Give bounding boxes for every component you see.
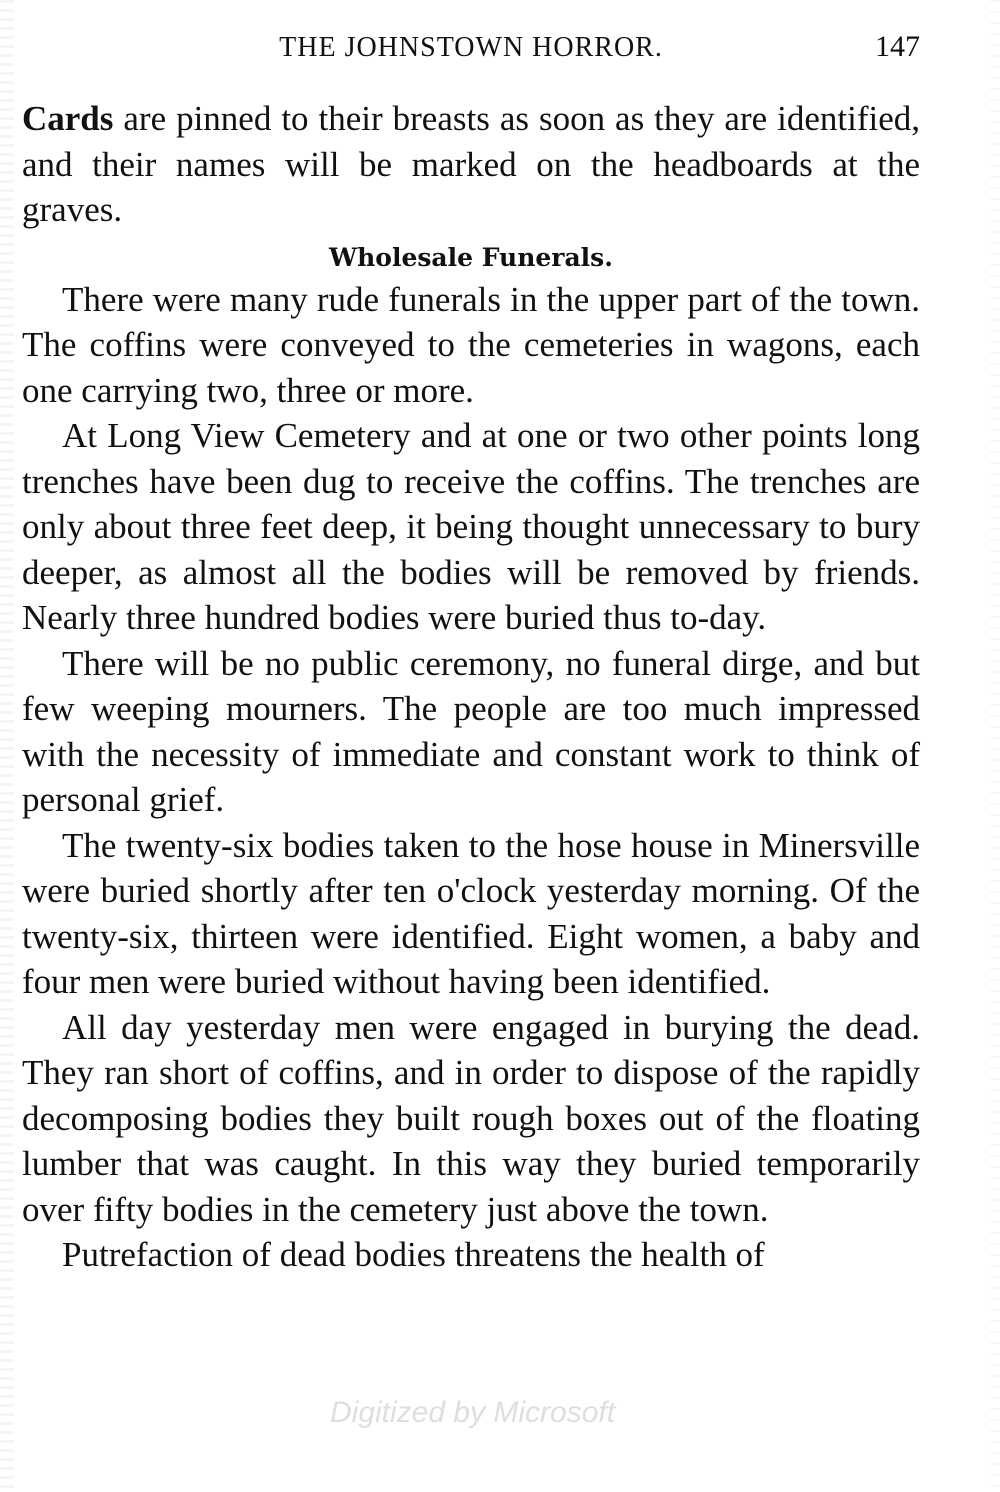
paragraph-1-text: are pinned to their breasts as soon as they are identified, and their names will be marked on the headboards at the graves. <box>22 99 920 229</box>
watermark: Digitized by Microsoft <box>330 1396 616 1429</box>
scan-edge-right <box>990 0 1000 1492</box>
paragraph-1-lead-word: Cards <box>22 99 114 138</box>
section-heading: Wholesale Funerals. <box>329 242 613 272</box>
paragraph-2: There were many rude funerals in the upper part of the town. The coffins were conveyed to the cemeteries in wagons, each one carrying two, three or more. <box>22 279 920 410</box>
paragraph-1 <box>22 96 920 233</box>
paragraph-5: The twenty-six bodies taken to the hose house in Minersville were buried shortly after ten o'clock yesterday morning. Of the twenty-six, thirteen were identified. Eight women, a baby and four men were buried without having been identified. <box>22 825 920 1001</box>
running-head: THE JOHNSTOWN HORROR. <box>279 32 663 63</box>
body-text <box>22 96 920 1278</box>
paragraph-7: Putrefaction of dead bodies threatens the health of <box>62 1235 765 1274</box>
paragraph-6: All day yesterday men were engaged in burying the dead. They ran short of coffins, and in order to dispose of the rapidly decomposing bodies they built rough boxes out of the floating lumber that was caught. In this way they buried temporarily over fifty bodies in the cemetery just above the town. <box>22 1007 920 1229</box>
page-number: 147 <box>875 30 920 63</box>
scan-edge-left <box>0 0 14 1492</box>
paragraph-4: There will be no public ceremony, no funeral dirge, and but few weeping mourners. The people are too much impressed with the necessity of immediate and constant work to think of personal grief. <box>22 643 920 819</box>
paragraph-3: At Long View Cemetery and at one or two other points long trenches have been dug to receive the coffins. The trenches are only about three feet deep, it being thought unnecessary to bury deeper, as almost all the bodies will be removed by friends. Nearly three hundred bodies were buried thus to-day. <box>22 416 920 637</box>
page-header <box>22 28 920 72</box>
